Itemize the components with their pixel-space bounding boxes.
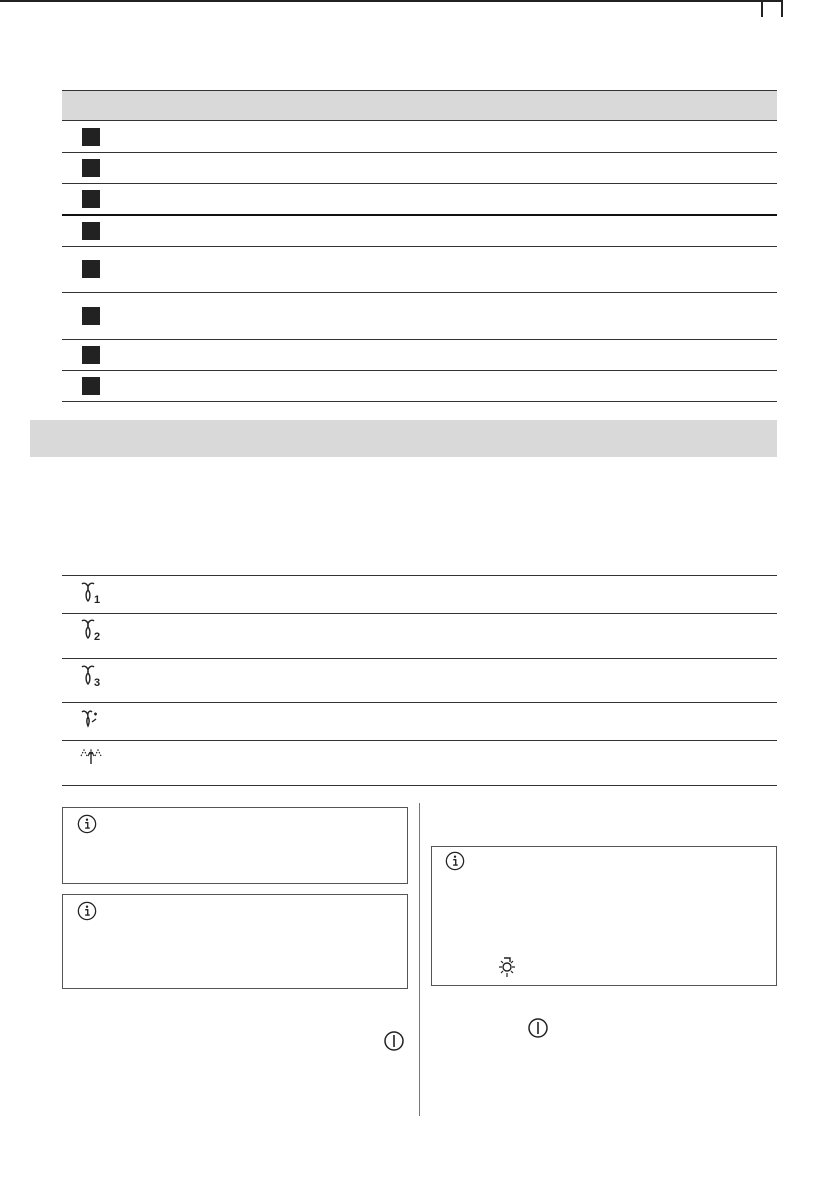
table-2-rule [62,785,777,786]
info-box [431,846,777,986]
corner-tick-left [761,0,763,17]
light-icon [496,955,518,979]
black-square-icon [82,377,100,395]
fan-speed-3-icon [78,664,104,688]
table-row [62,216,777,247]
table-2-rule [62,740,777,741]
fan-speed-1-icon [78,581,104,605]
fan-speed-2-icon [78,618,104,642]
info-icon [77,901,97,921]
steam-sensor-icon [78,744,104,768]
black-square-icon [82,222,100,240]
table-row [62,293,777,340]
table-row [62,340,777,371]
table-row [62,247,777,293]
corner-tick-right [781,0,783,17]
fan-boost-icon [78,708,102,732]
section-heading-bar [30,420,777,457]
power-icon [383,1030,405,1052]
black-square-icon [82,128,100,146]
table-1-header [62,90,777,121]
table-2-rule [62,702,777,703]
black-square-icon [82,190,100,208]
info-box [62,807,408,884]
table-row [62,371,777,402]
table-row [62,184,777,216]
fan-speed-label: 2 [94,631,101,642]
info-icon [445,851,465,871]
table-2-rule [62,658,777,659]
black-square-icon [82,260,100,278]
power-icon [527,1017,549,1039]
corner-rule [0,0,781,2]
table-2-rule [62,613,777,614]
table-2-rule [62,575,777,576]
black-square-icon [82,346,100,364]
table-row [62,153,777,184]
black-square-icon [82,307,100,325]
black-square-icon [82,159,100,177]
column-divider [419,803,420,1116]
info-icon [77,814,97,834]
table-row [62,121,777,153]
fan-speed-label: 3 [94,677,101,688]
info-box [62,894,408,989]
fan-speed-label: 1 [94,594,101,605]
